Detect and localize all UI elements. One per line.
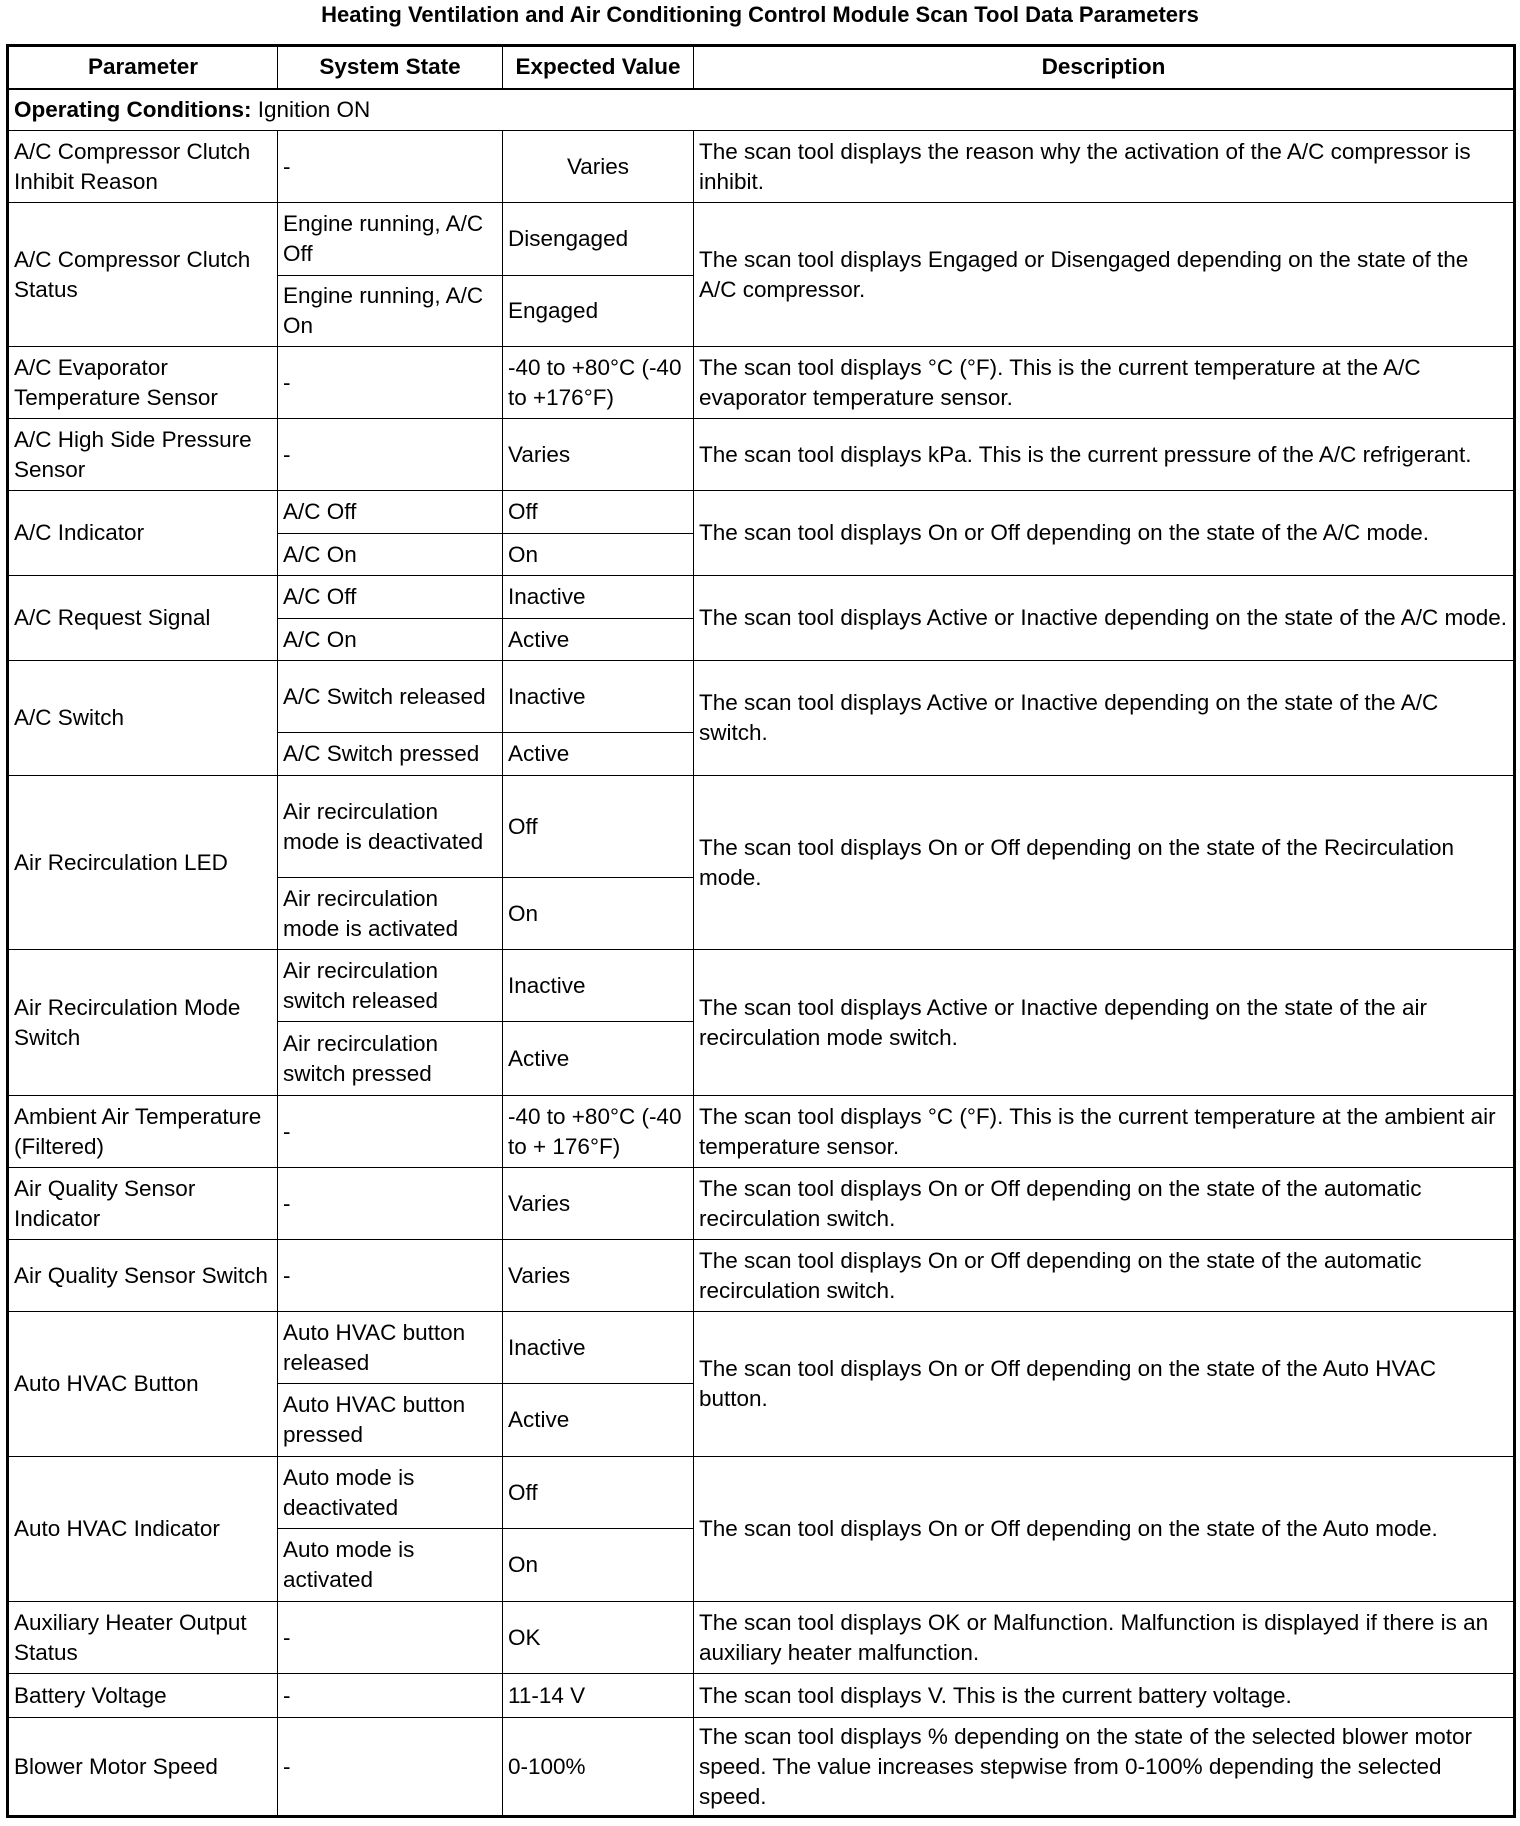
header-description: Description [694, 46, 1515, 89]
system-state-cell: - [278, 1718, 503, 1817]
system-state-cell: A/C Switch pressed [278, 733, 503, 776]
parameter-cell: A/C Request Signal [8, 576, 278, 661]
operating-conditions-value: Ignition ON [251, 96, 371, 122]
expected-value-cell: Active [503, 1022, 694, 1096]
header-parameter: Parameter [8, 46, 278, 89]
parameter-cell: Battery Voltage [8, 1674, 278, 1718]
table-row [8, 1457, 1515, 1529]
description-cell: The scan tool displays On or Off depending on the state of the automatic recirculation switch. [694, 1168, 1515, 1240]
operating-conditions-label: Operating Conditions: [14, 96, 252, 122]
system-state-cell: - [278, 1096, 503, 1168]
expected-value-cell: 0-100% [503, 1718, 694, 1817]
expected-value-cell: Active [503, 619, 694, 661]
scan-tool-data-table [6, 44, 1516, 1818]
description-cell: The scan tool displays °C (°F). This is the current temperature at the A/C evaporator temperature sensor. [694, 347, 1515, 419]
table-row [8, 347, 1515, 419]
expected-value-cell: Inactive [503, 576, 694, 619]
table-row [8, 491, 1515, 534]
system-state-cell: A/C Off [278, 491, 503, 534]
table-row [8, 576, 1515, 619]
expected-value-cell: OK [503, 1602, 694, 1674]
table-row [8, 1602, 1515, 1674]
system-state-cell: - [278, 1602, 503, 1674]
description-cell: The scan tool displays OK or Malfunction. Malfunction is displayed if there is an auxiliary heater malfunction. [694, 1602, 1515, 1674]
parameter-cell: A/C Evaporator Temperature Sensor [8, 347, 278, 419]
expected-value-cell: Disengaged [503, 203, 694, 276]
table-row [8, 1674, 1515, 1718]
table-row [8, 419, 1515, 491]
system-state-cell: - [278, 419, 503, 491]
parameter-cell: Air Recirculation Mode Switch [8, 950, 278, 1096]
table-row [8, 1240, 1515, 1312]
system-state-cell: A/C Switch released [278, 661, 503, 733]
description-cell: The scan tool displays On or Off depending on the state of the automatic recirculation switch. [694, 1240, 1515, 1312]
page-title: Heating Ventilation and Air Conditioning Control Module Scan Tool Data Parameters [321, 2, 1199, 27]
system-state-cell: Engine running, A/C Off [278, 203, 503, 276]
expected-value-cell: On [503, 1529, 694, 1602]
parameter-cell: A/C Indicator [8, 491, 278, 576]
system-state-cell: A/C On [278, 534, 503, 576]
system-state-cell: A/C Off [278, 576, 503, 619]
expected-value-cell: Inactive [503, 1312, 694, 1384]
table-row [8, 1096, 1515, 1168]
system-state-cell: Air recirculation switch released [278, 950, 503, 1022]
description-cell: The scan tool displays V. This is the current battery voltage. [694, 1674, 1515, 1718]
description-cell: The scan tool displays kPa. This is the current pressure of the A/C refrigerant. [694, 419, 1515, 491]
expected-value-cell: Engaged [503, 276, 694, 347]
system-state-cell: A/C On [278, 619, 503, 661]
table-row [8, 661, 1515, 733]
description-cell: The scan tool displays On or Off depending on the state of the Auto mode. [694, 1457, 1515, 1602]
description-cell: The scan tool displays On or Off depending on the state of the Auto HVAC button. [694, 1312, 1515, 1457]
header-expected-value: Expected Value [503, 46, 694, 89]
expected-value-cell: Off [503, 491, 694, 534]
expected-value-cell: Active [503, 733, 694, 776]
description-cell: The scan tool displays Active or Inactive depending on the state of the A/C switch. [694, 661, 1515, 776]
table-row [8, 1718, 1515, 1817]
parameter-cell: Auto HVAC Indicator [8, 1457, 278, 1602]
table-row [8, 776, 1515, 878]
parameter-cell: A/C Compressor Clutch Inhibit Reason [8, 131, 278, 203]
system-state-cell: Air recirculation mode is deactivated [278, 776, 503, 878]
parameter-cell: Air Quality Sensor Switch [8, 1240, 278, 1312]
expected-value-cell: Off [503, 776, 694, 878]
description-cell: The scan tool displays % depending on the state of the selected blower motor speed. The value increases stepwise from 0-100% depending the selected speed. [694, 1718, 1515, 1817]
system-state-cell: Auto mode is activated [278, 1529, 503, 1602]
parameter-cell: Ambient Air Temperature (Filtered) [8, 1096, 278, 1168]
system-state-cell: - [278, 347, 503, 419]
system-state-cell: - [278, 1674, 503, 1718]
system-state-cell: Air recirculation switch pressed [278, 1022, 503, 1096]
parameter-cell: Air Quality Sensor Indicator [8, 1168, 278, 1240]
expected-value-cell: Varies [503, 1240, 694, 1312]
system-state-cell: Auto mode is deactivated [278, 1457, 503, 1529]
system-state-cell: Auto HVAC button pressed [278, 1384, 503, 1457]
table-row [8, 1312, 1515, 1384]
description-cell: The scan tool displays On or Off depending on the state of the A/C mode. [694, 491, 1515, 576]
expected-value-cell: On [503, 878, 694, 950]
operating-conditions-row [8, 89, 1515, 131]
parameter-cell: Air Recirculation LED [8, 776, 278, 950]
expected-value-cell: Active [503, 1384, 694, 1457]
expected-value-cell: 11-14 V [503, 1674, 694, 1718]
expected-value-cell: -40 to +80°C (-40 to +176°F) [503, 347, 694, 419]
expected-value-cell: Off [503, 1457, 694, 1529]
expected-value-cell: -40 to +80°C (-40 to + 176°F) [503, 1096, 694, 1168]
description-cell: The scan tool displays °C (°F). This is the current temperature at the ambient air temperature sensor. [694, 1096, 1515, 1168]
expected-value-cell: Inactive [503, 950, 694, 1022]
parameter-cell: Blower Motor Speed [8, 1718, 278, 1817]
expected-value-cell: Inactive [503, 661, 694, 733]
table-row [8, 1168, 1515, 1240]
expected-value-cell: On [503, 534, 694, 576]
system-state-cell: Air recirculation mode is activated [278, 878, 503, 950]
table-row [8, 203, 1515, 276]
expected-value-cell: Varies [503, 419, 694, 491]
header-system-state: System State [278, 46, 503, 89]
system-state-cell: - [278, 1240, 503, 1312]
parameter-cell: A/C High Side Pressure Sensor [8, 419, 278, 491]
table-row [8, 131, 1515, 203]
expected-value-cell: Varies [503, 1168, 694, 1240]
expected-value-cell: Varies [503, 131, 694, 203]
system-state-cell: - [278, 1168, 503, 1240]
parameter-cell: A/C Compressor Clutch Status [8, 203, 278, 347]
parameter-cell: Auto HVAC Button [8, 1312, 278, 1457]
description-cell: The scan tool displays the reason why the activation of the A/C compressor is inhibit. [694, 131, 1515, 203]
system-state-cell: Engine running, A/C On [278, 276, 503, 347]
description-cell: The scan tool displays Engaged or Disengaged depending on the state of the A/C compressor. [694, 203, 1515, 347]
parameter-cell: Auxiliary Heater Output Status [8, 1602, 278, 1674]
system-state-cell: - [278, 131, 503, 203]
description-cell: The scan tool displays Active or Inactive depending on the state of the A/C mode. [694, 576, 1515, 661]
description-cell: The scan tool displays On or Off depending on the state of the Recirculation mode. [694, 776, 1515, 950]
parameter-cell: A/C Switch [8, 661, 278, 776]
table-row [8, 950, 1515, 1022]
header-row [8, 46, 1515, 89]
operating-conditions [8, 89, 1515, 131]
system-state-cell: Auto HVAC button released [278, 1312, 503, 1384]
description-cell: The scan tool displays Active or Inactive depending on the state of the air recirculation mode switch. [694, 950, 1515, 1096]
